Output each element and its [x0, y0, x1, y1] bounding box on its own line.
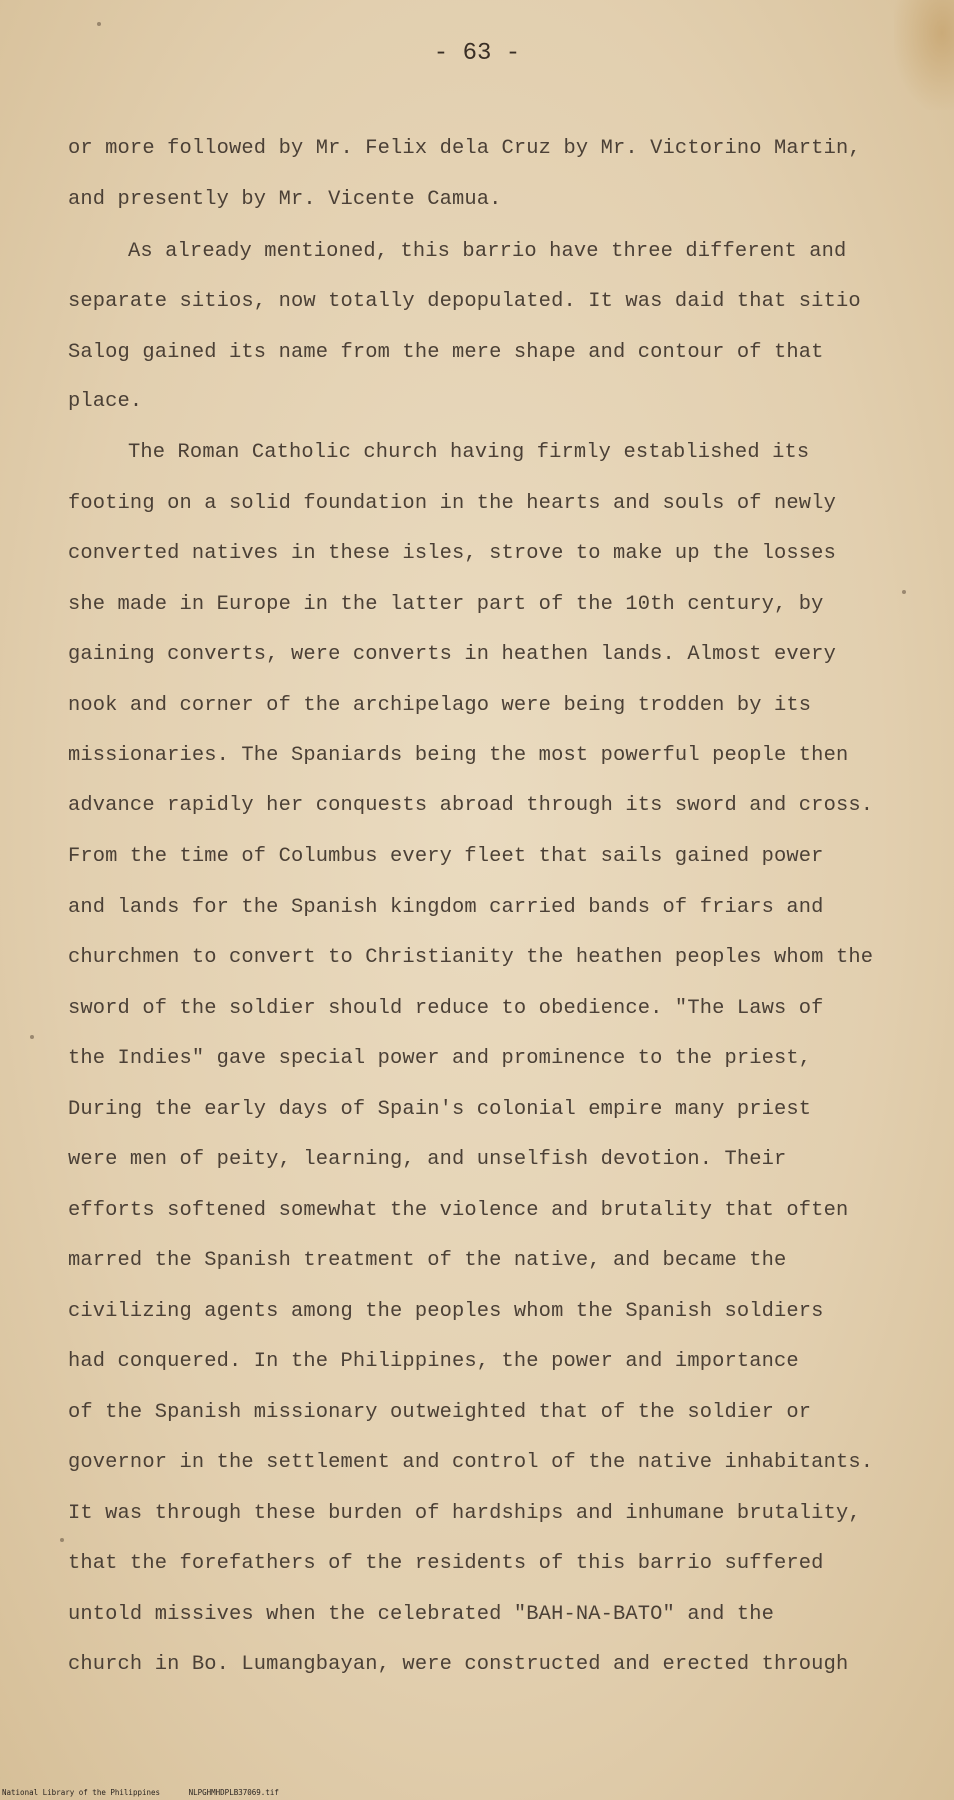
text-line: From the time of Columbus every fleet that sails gained power [68, 845, 824, 868]
text-line: of the Spanish missionary outweighted that of the soldier or [68, 1401, 812, 1424]
text-line: missionaries. The Spaniards being the most powerful people then [68, 744, 849, 767]
text-line: or more followed by Mr. Felix dela Cruz by Mr. Victorino Martin, [68, 137, 861, 160]
text-line: untold missives when the celebrated "BAH-NA-BATO" and the [68, 1603, 775, 1626]
text-line: and lands for the Spanish kingdom carried bands of friars and [68, 896, 824, 919]
text-line: civilizing agents among the peoples whom the Spanish soldiers [68, 1300, 824, 1323]
footer-file-id: NLPGHMHDPLB37069.tif [188, 1788, 279, 1797]
paragraph-first-line: The Roman Catholic church having firmly established its [128, 441, 810, 464]
text-line: It was through these burden of hardships and inhumane brutality, [68, 1502, 861, 1525]
text-line: that the forefathers of the residents of this barrio suffered [68, 1552, 824, 1575]
text-line: advance rapidly her conquests abroad through its sword and cross. [68, 794, 874, 817]
text-line: During the early days of Spain's colonial empire many priest [68, 1098, 812, 1121]
text-line: the Indies" gave special power and prominence to the priest, [68, 1047, 812, 1070]
text-line: and presently by Mr. Vicente Camua. [68, 188, 502, 211]
paper-speck [902, 590, 906, 594]
text-line: Salog gained its name from the mere shape and contour of that [68, 341, 824, 364]
footer-library: National Library of the Philippines [2, 1788, 161, 1797]
text-line: separate sitios, now totally depopulated. It was daid that sitio [68, 290, 861, 313]
scan-footer [2, 1788, 303, 1797]
paragraph-first-line: As already mentioned, this barrio have three different and [128, 240, 847, 263]
text-line: church in Bo. Lumangbayan, were constructed and erected through [68, 1653, 849, 1676]
page-number: - 63 - [433, 40, 521, 67]
paper-speck [97, 22, 101, 26]
paper-speck [60, 1538, 64, 1542]
text-line: converted natives in these isles, strove to make up the losses [68, 542, 836, 565]
text-line: had conquered. In the Philippines, the power and importance [68, 1350, 799, 1373]
text-line: nook and corner of the archipelago were being trodden by its [68, 694, 812, 717]
text-line: efforts softened somewhat the violence and brutality that often [68, 1199, 849, 1222]
text-line: were men of peity, learning, and unselfish devotion. Their [68, 1148, 787, 1171]
paper-speck [30, 1035, 34, 1039]
text-line: gaining converts, were converts in heathen lands. Almost every [68, 643, 836, 666]
text-line: footing on a solid foundation in the hearts and souls of newly [68, 492, 836, 515]
text-line: sword of the soldier should reduce to obedience. "The Laws of [68, 997, 824, 1020]
text-line: churchmen to convert to Christianity the heathen peoples whom the [68, 946, 874, 969]
text-line: she made in Europe in the latter part of the 10th century, by [68, 593, 824, 616]
text-line: governor in the settlement and control of the native inhabitants. [68, 1451, 874, 1474]
text-line: marred the Spanish treatment of the native, and became the [68, 1249, 787, 1272]
text-line: place. [68, 390, 143, 413]
